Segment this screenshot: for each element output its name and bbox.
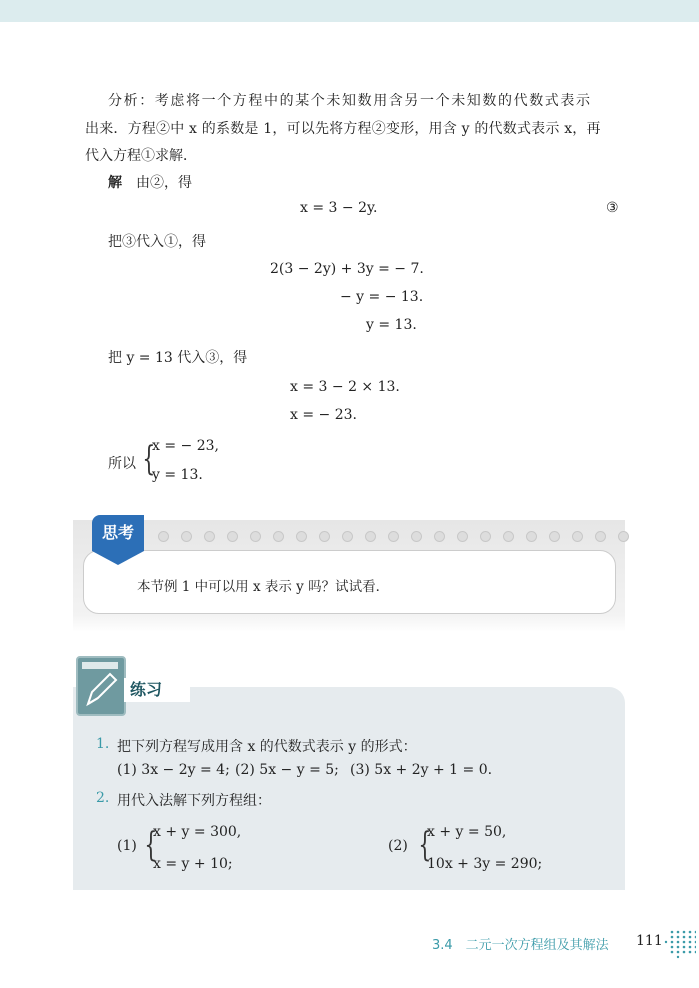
equation: 2(3 − 2y) + 3y = − 7. — [270, 261, 424, 277]
question-number: 1. — [96, 736, 110, 752]
binder-dot — [434, 531, 445, 542]
binder-dot — [618, 531, 629, 542]
question-item: (2) 5x − y = 5; — [235, 762, 339, 778]
question-text: 用代入法解下列方程组： — [117, 793, 271, 809]
step-text: 把 y = 13 代入③，得 — [108, 350, 248, 366]
think-badge: 思考 — [92, 515, 144, 551]
binder-dot — [342, 531, 353, 542]
pencil-notebook-icon — [76, 656, 126, 716]
binder-dot — [549, 531, 560, 542]
equation-tag: ③ — [606, 200, 619, 216]
question-item: (3) 5x + 2y + 1 = 0. — [350, 762, 493, 778]
equation: x = 3 − 2 × 13. — [290, 379, 400, 395]
section-title: 3.4 二元一次方程组及其解法 — [432, 938, 609, 953]
binder-dot — [227, 531, 238, 542]
binder-dot — [503, 531, 514, 542]
binder-dot — [158, 531, 169, 542]
binder-dot — [457, 531, 468, 542]
binder-dot — [204, 531, 215, 542]
equation: x = − 23. — [290, 407, 357, 423]
binder-dot — [388, 531, 399, 542]
brace: { — [418, 825, 432, 865]
system-label: (1) — [117, 838, 137, 854]
binder-dot — [572, 531, 583, 542]
binder-dot — [273, 531, 284, 542]
binder-dot — [595, 531, 606, 542]
think-text: 本节例 1 中可以用 x 表示 y 吗？试试看． — [137, 579, 390, 595]
page-number: 111 — [636, 933, 663, 949]
solution-intro: 由②，得 — [136, 175, 192, 191]
question-text: 把下列方程写成用含 x 的代数式表示 y 的形式： — [117, 739, 417, 755]
conclusion-text: 所以 — [108, 456, 136, 472]
binder-dot — [181, 531, 192, 542]
analysis-line: 出来．方程②中 x 的系数是 1，可以先将方程②变形，用含 y 的代数式表示 x，再 — [85, 121, 601, 137]
equation: x = y + 10; — [153, 856, 233, 872]
binder-dot — [365, 531, 376, 542]
brace: { — [142, 439, 156, 479]
binder-dots — [158, 531, 629, 542]
binder-dot — [480, 531, 491, 542]
solution-label: 解 — [108, 175, 122, 191]
binder-dot — [319, 531, 330, 542]
binder-dot — [526, 531, 537, 542]
practice-label: 练习 — [124, 678, 190, 702]
equation: 10x + 3y = 290; — [427, 856, 543, 872]
equation: − y = − 13. — [340, 289, 424, 305]
equation: y = 13. — [366, 317, 417, 333]
think-badge-tip — [92, 551, 144, 565]
question-item: (1) 3x − 2y = 4; — [117, 762, 230, 778]
system-label: (2) — [388, 838, 408, 854]
analysis-line: 代入方程①求解． — [85, 148, 197, 164]
analysis-line: 分析：考虑将一个方程中的某个未知数用含另一个未知数的代数式表示 — [108, 93, 592, 109]
question-number: 2. — [96, 790, 110, 806]
binder-dot — [411, 531, 422, 542]
binder-dot — [250, 531, 261, 542]
equation: x = − 23, — [152, 438, 219, 454]
brace: { — [144, 825, 158, 865]
dot-grid-icon — [664, 928, 696, 964]
equation: x + y = 50, — [427, 824, 507, 840]
equation: y = 13. — [152, 467, 203, 483]
step-text: 把③代入①，得 — [108, 234, 206, 250]
equation: x + y = 300, — [153, 824, 242, 840]
binder-dot — [296, 531, 307, 542]
top-band — [0, 0, 699, 22]
equation: x = 3 − 2y. — [300, 200, 378, 216]
